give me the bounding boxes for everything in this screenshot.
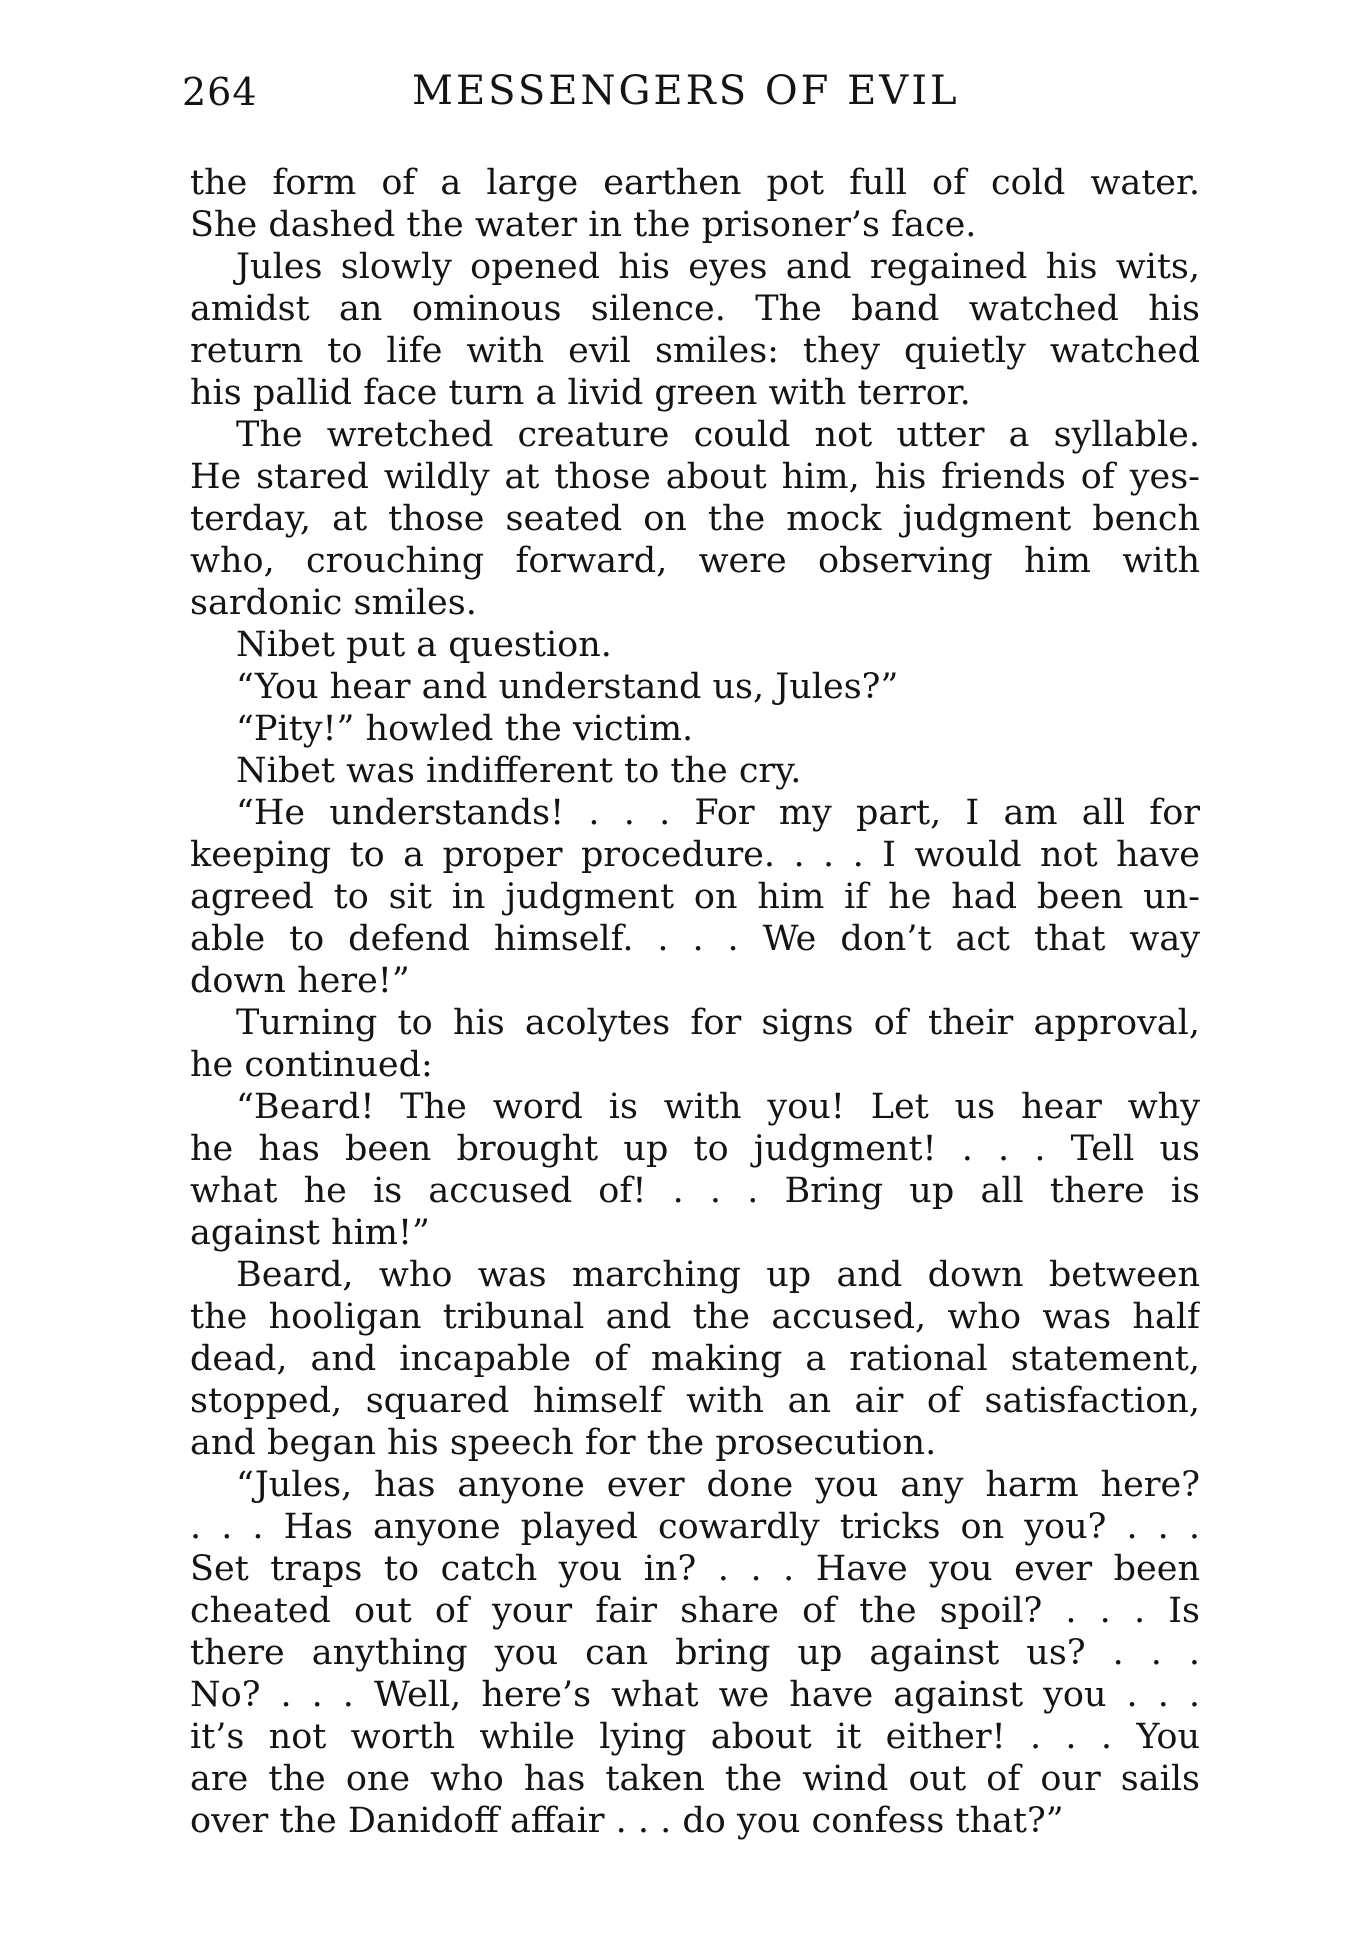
text-line: he continued:	[190, 1045, 433, 1085]
text-line: what he is accused of! . . . Bring up all there is	[190, 1171, 1200, 1211]
text-line: No? . . . Well, here’s what we have against you . . .	[190, 1675, 1200, 1715]
text-line: She dashed the water in the prisoner’s face.	[190, 205, 977, 245]
text-line: against him!”	[190, 1213, 430, 1253]
text-line: agreed to sit in judgment on him if he had been un-	[190, 877, 1200, 917]
text-line: “Beard! The word is with you! Let us hear why	[236, 1087, 1200, 1127]
text-line: Set traps to catch you in? . . . Have you ever been	[190, 1549, 1200, 1589]
page-number: 264	[182, 70, 258, 114]
text-line: able to defend himself. . . . We don’t act that way	[190, 919, 1200, 959]
text-line: the form of a large earthen pot full of cold water.	[190, 163, 1200, 203]
text-line: there anything you can bring up against us? . . .	[190, 1633, 1200, 1673]
text-line: “Jules, has anyone ever done you any harm here?	[236, 1465, 1200, 1505]
text-line: The wretched creature could not utter a syllable.	[236, 415, 1200, 455]
text-line: cheated out of your fair share of the spoil? . . . Is	[190, 1591, 1200, 1631]
text-line: . . . Has anyone played cowardly tricks on you? . . .	[190, 1507, 1200, 1547]
text-line: “Pity!” howled the victim.	[236, 709, 694, 749]
text-line: sardonic smiles.	[190, 583, 477, 623]
text-line: Jules slowly opened his eyes and regained his wits,	[236, 247, 1200, 287]
running-title: MESSENGERS OF EVIL	[412, 68, 960, 114]
text-line: it’s not worth while lying about it either! . . . You	[190, 1717, 1200, 1757]
text-line: over the Danidoff affair . . . do you confess that?”	[190, 1801, 1064, 1841]
text-line: amidst an ominous silence. The band watched his	[190, 289, 1200, 329]
text-line: stopped, squared himself with an air of satisfaction,	[190, 1381, 1200, 1421]
text-line: “You hear and understand us, Jules?”	[236, 667, 899, 707]
body-text	[190, 162, 1200, 1842]
text-line: He stared wildly at those about him, his friends of yes-	[190, 457, 1200, 497]
text-line: Beard, who was marching up and down between	[236, 1255, 1200, 1295]
text-line: down here!”	[190, 961, 410, 1001]
text-line: his pallid face turn a livid green with terror.	[190, 373, 971, 413]
text-line: who, crouching forward, were observing him with	[190, 541, 1200, 581]
text-line: the hooligan tribunal and the accused, who was half	[190, 1297, 1200, 1337]
text-line: Nibet was indifferent to the cry.	[236, 751, 802, 791]
text-line: dead, and incapable of making a rational statement,	[190, 1339, 1200, 1379]
text-line: Turning to his acolytes for signs of their approval,	[236, 1003, 1200, 1043]
page-header	[182, 62, 1202, 122]
text-line: keeping to a proper procedure. . . . I would not have	[190, 835, 1200, 875]
text-line: and began his speech for the prosecution.	[190, 1423, 937, 1463]
text-line: “He understands! . . . For my part, I am all for	[236, 793, 1200, 833]
text-line: terday, at those seated on the mock judgment bench	[190, 499, 1200, 539]
text-line: return to life with evil smiles: they quietly watched	[190, 331, 1200, 371]
text-line: he has been brought up to judgment! . . . Tell us	[190, 1129, 1200, 1169]
text-line: are the one who has taken the wind out of our sails	[190, 1759, 1200, 1799]
text-line: Nibet put a question.	[236, 625, 612, 665]
